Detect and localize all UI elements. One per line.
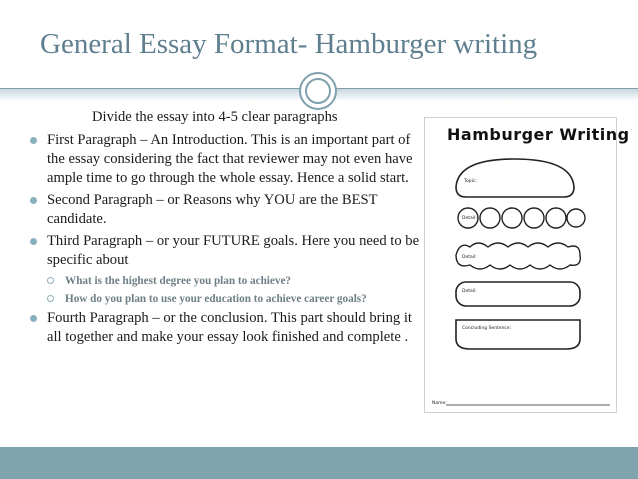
bullet-text: First Paragraph – An Introduction. This is an important part of the essay considering the fact that reviewer may not even have ample time to go through the whole essay. Hence a solid start. [47,132,413,186]
sub-bullet-ring-icon [47,277,54,284]
bullet-dot-icon [30,238,37,245]
bullet-text: Fourth Paragraph – or the conclusion. This part should bring it all together and make your essay look finished and complete . [47,310,412,345]
bullet-second-paragraph [30,191,430,229]
sub-bullet-ring-icon [47,295,54,302]
bullet-text: Second Paragraph – or Reasons why YOU are the BEST candidate. [47,192,378,227]
detail-label-3: Detail: [462,289,477,294]
sub-bullet-degree [30,273,430,289]
bullet-third-paragraph [30,232,430,270]
bullet-dot-icon [30,197,37,204]
detail-label-2: Detail: [462,255,477,260]
detail-label-1: Detail: [462,216,477,221]
top-bun-shape [456,159,574,197]
sub-bullet-education [30,291,430,307]
intro-text: Divide the essay into 4-5 clear paragraphs [92,109,338,125]
slide-body [30,108,430,350]
name-label: Name: [432,401,447,406]
hamburger-diagram [424,117,617,413]
concluding-label: Concluding Sentence: [462,326,512,331]
bullet-dot-icon [30,315,37,322]
bottom-bun-shape [456,320,580,349]
bullet-dot-icon [30,137,37,144]
bullet-fourth-paragraph [30,309,430,347]
footer-band [0,447,638,479]
bullet-text: Third Paragraph – or your FUTURE goals. Here you need to be specific about [47,233,420,268]
divider-circle-inner [305,78,331,104]
sub-bullet-text: What is the highest degree you plan to achieve? [65,275,292,287]
patty-shape [456,282,580,306]
worksheet-heading: Hamburger Writing [447,125,630,144]
tomato-row [458,208,585,228]
sub-bullet-text: How do you plan to use your education to achieve career goals? [65,293,367,305]
bullet-first-paragraph [30,131,430,188]
topic-label: Topic: [464,179,477,184]
slide-title: General Essay Format- Hamburger writing [40,28,538,60]
